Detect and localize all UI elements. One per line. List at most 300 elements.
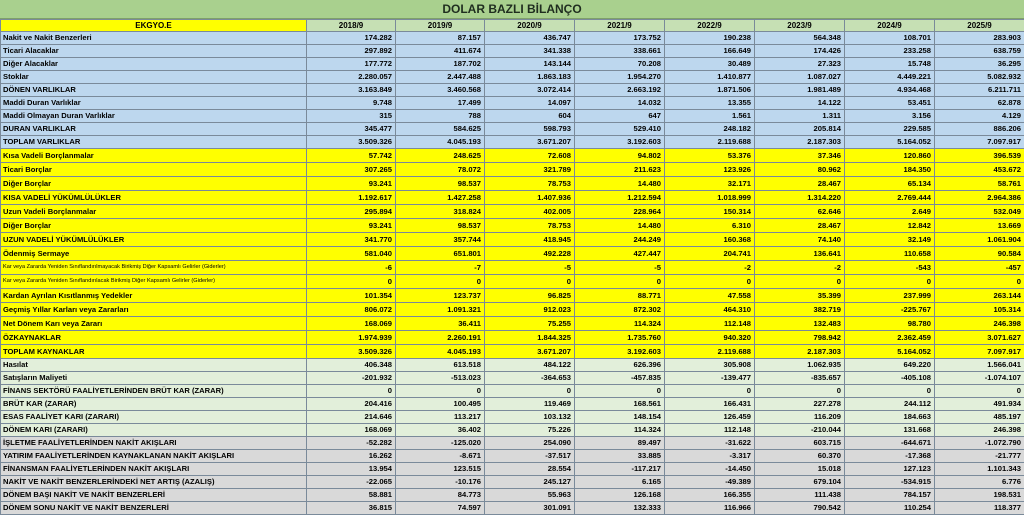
ticker-cell[interactable]: EKGYO.E — [1, 20, 307, 32]
value-cell[interactable]: 491.934 — [935, 398, 1024, 411]
value-cell[interactable]: 123.737 — [396, 289, 485, 303]
value-cell[interactable]: 5.164.052 — [845, 136, 935, 149]
value-cell[interactable]: 6.776 — [935, 476, 1024, 489]
value-cell[interactable]: 2.260.191 — [396, 331, 485, 345]
row-label-cell[interactable]: Diğer Borçlar — [1, 219, 307, 233]
value-cell[interactable]: 912.023 — [485, 303, 575, 317]
value-cell[interactable]: 1.954.270 — [575, 71, 665, 84]
value-cell[interactable]: 74.597 — [396, 502, 485, 515]
value-cell[interactable]: -1.072.790 — [935, 437, 1024, 450]
row-label-cell[interactable]: Kar veya Zararda Yeniden Sınıflandırılacak Birikmiş Diğer Kapsamlı Gelirler (Giderler) — [1, 275, 307, 289]
value-cell[interactable]: 484.122 — [485, 359, 575, 372]
value-cell[interactable]: 406.348 — [307, 359, 396, 372]
year-header[interactable]: 2022/9 — [665, 20, 755, 32]
value-cell[interactable]: -5 — [575, 261, 665, 275]
value-cell[interactable]: 14.480 — [575, 219, 665, 233]
value-cell[interactable]: -5 — [485, 261, 575, 275]
value-cell[interactable]: 173.752 — [575, 32, 665, 45]
year-header[interactable]: 2023/9 — [755, 20, 845, 32]
value-cell[interactable]: 3.163.849 — [307, 84, 396, 97]
value-cell[interactable]: 0 — [665, 275, 755, 289]
value-cell[interactable]: 132.333 — [575, 502, 665, 515]
value-cell[interactable]: 2.649 — [845, 205, 935, 219]
value-cell[interactable]: 98.780 — [845, 317, 935, 331]
value-cell[interactable]: 184.663 — [845, 411, 935, 424]
value-cell[interactable]: 228.964 — [575, 205, 665, 219]
value-cell[interactable]: 126.168 — [575, 489, 665, 502]
value-cell[interactable]: 2.187.303 — [755, 345, 845, 359]
value-cell[interactable]: 123.515 — [396, 463, 485, 476]
value-cell[interactable]: -14.450 — [665, 463, 755, 476]
value-cell[interactable]: 132.483 — [755, 317, 845, 331]
value-cell[interactable]: 402.005 — [485, 205, 575, 219]
value-cell[interactable]: 321.789 — [485, 163, 575, 177]
value-cell[interactable]: 103.132 — [485, 411, 575, 424]
value-cell[interactable]: 1.062.935 — [755, 359, 845, 372]
value-cell[interactable]: 88.771 — [575, 289, 665, 303]
value-cell[interactable]: 4.045.193 — [396, 345, 485, 359]
value-cell[interactable]: 1.311 — [755, 110, 845, 123]
value-cell[interactable]: 53.376 — [665, 149, 755, 163]
value-cell[interactable]: -1.074.107 — [935, 372, 1024, 385]
value-cell[interactable]: 790.542 — [755, 502, 845, 515]
value-cell[interactable]: 886.206 — [935, 123, 1024, 136]
row-label-cell[interactable]: Diğer Alacaklar — [1, 58, 307, 71]
value-cell[interactable]: 647 — [575, 110, 665, 123]
value-cell[interactable]: -201.932 — [307, 372, 396, 385]
value-cell[interactable]: 198.531 — [935, 489, 1024, 502]
value-cell[interactable]: -31.622 — [665, 437, 755, 450]
value-cell[interactable]: 1.061.904 — [935, 233, 1024, 247]
row-label-cell[interactable]: NAKİT VE NAKİT BENZERLERİNDEKİ NET ARTIŞ (AZALIŞ) — [1, 476, 307, 489]
value-cell[interactable]: 0 — [307, 385, 396, 398]
row-label-cell[interactable]: Maddi Olmayan Duran Varlıklar — [1, 110, 307, 123]
value-cell[interactable]: 78.753 — [485, 177, 575, 191]
value-cell[interactable]: 357.744 — [396, 233, 485, 247]
value-cell[interactable]: 36.295 — [935, 58, 1024, 71]
value-cell[interactable]: 190.238 — [665, 32, 755, 45]
value-cell[interactable]: 168.069 — [307, 317, 396, 331]
value-cell[interactable]: -10.176 — [396, 476, 485, 489]
row-label-cell[interactable]: DURAN VARLIKLAR — [1, 123, 307, 136]
value-cell[interactable]: 0 — [845, 275, 935, 289]
value-cell[interactable]: 28.467 — [755, 219, 845, 233]
value-cell[interactable]: -457 — [935, 261, 1024, 275]
row-label-cell[interactable]: DÖNEN VARLIKLAR — [1, 84, 307, 97]
value-cell[interactable]: 105.314 — [935, 303, 1024, 317]
value-cell[interactable]: -2 — [755, 261, 845, 275]
value-cell[interactable]: 4.129 — [935, 110, 1024, 123]
value-cell[interactable]: 307.265 — [307, 163, 396, 177]
value-cell[interactable]: 3.156 — [845, 110, 935, 123]
value-cell[interactable]: 60.370 — [755, 450, 845, 463]
value-cell[interactable]: 3.671.207 — [485, 345, 575, 359]
value-cell[interactable]: 32.171 — [665, 177, 755, 191]
value-cell[interactable]: 57.742 — [307, 149, 396, 163]
value-cell[interactable]: 120.860 — [845, 149, 935, 163]
value-cell[interactable]: 211.623 — [575, 163, 665, 177]
row-label-cell[interactable]: BRÜT KAR (ZARAR) — [1, 398, 307, 411]
value-cell[interactable]: 14.122 — [755, 97, 845, 110]
value-cell[interactable]: -22.065 — [307, 476, 396, 489]
value-cell[interactable]: 613.518 — [396, 359, 485, 372]
value-cell[interactable]: 2.964.386 — [935, 191, 1024, 205]
row-label-cell[interactable]: ESAS FAALİYET KARI (ZARARI) — [1, 411, 307, 424]
value-cell[interactable]: 297.892 — [307, 45, 396, 58]
value-cell[interactable]: 0 — [575, 385, 665, 398]
value-cell[interactable]: -405.108 — [845, 372, 935, 385]
value-cell[interactable]: 160.368 — [665, 233, 755, 247]
value-cell[interactable]: 116.966 — [665, 502, 755, 515]
value-cell[interactable]: 6.310 — [665, 219, 755, 233]
value-cell[interactable]: 13.669 — [935, 219, 1024, 233]
row-label-cell[interactable]: FİNANS SEKTÖRÜ FAALİYETLERİNDEN BRÜT KAR (ZARAR) — [1, 385, 307, 398]
year-header[interactable]: 2018/9 — [307, 20, 396, 32]
row-label-cell[interactable]: Diğer Borçlar — [1, 177, 307, 191]
value-cell[interactable]: 114.324 — [575, 424, 665, 437]
value-cell[interactable]: -513.023 — [396, 372, 485, 385]
value-cell[interactable]: 14.097 — [485, 97, 575, 110]
value-cell[interactable]: 80.962 — [755, 163, 845, 177]
value-cell[interactable]: 0 — [935, 275, 1024, 289]
value-cell[interactable]: 6.165 — [575, 476, 665, 489]
value-cell[interactable]: 143.144 — [485, 58, 575, 71]
value-cell[interactable]: 485.197 — [935, 411, 1024, 424]
value-cell[interactable]: 28.467 — [755, 177, 845, 191]
value-cell[interactable]: 90.584 — [935, 247, 1024, 261]
value-cell[interactable]: 113.217 — [396, 411, 485, 424]
value-cell[interactable]: 4.934.468 — [845, 84, 935, 97]
value-cell[interactable]: 166.355 — [665, 489, 755, 502]
value-cell[interactable]: 581.040 — [307, 247, 396, 261]
value-cell[interactable]: 7.097.917 — [935, 136, 1024, 149]
value-cell[interactable]: 15.748 — [845, 58, 935, 71]
value-cell[interactable]: 98.537 — [396, 177, 485, 191]
value-cell[interactable]: 100.495 — [396, 398, 485, 411]
value-cell[interactable]: 72.608 — [485, 149, 575, 163]
value-cell[interactable]: 53.451 — [845, 97, 935, 110]
value-cell[interactable]: 248.182 — [665, 123, 755, 136]
value-cell[interactable]: 16.262 — [307, 450, 396, 463]
value-cell[interactable]: 131.668 — [845, 424, 935, 437]
value-cell[interactable]: 411.674 — [396, 45, 485, 58]
row-label-cell[interactable]: Net Dönem Karı veya Zararı — [1, 317, 307, 331]
value-cell[interactable]: 123.926 — [665, 163, 755, 177]
value-cell[interactable]: 3.192.603 — [575, 136, 665, 149]
value-cell[interactable]: 70.208 — [575, 58, 665, 71]
value-cell[interactable]: 1.192.617 — [307, 191, 396, 205]
value-cell[interactable]: 32.149 — [845, 233, 935, 247]
value-cell[interactable]: 396.539 — [935, 149, 1024, 163]
value-cell[interactable]: -7 — [396, 261, 485, 275]
value-cell[interactable]: 2.769.444 — [845, 191, 935, 205]
value-cell[interactable]: 127.123 — [845, 463, 935, 476]
value-cell[interactable]: 1.974.939 — [307, 331, 396, 345]
value-cell[interactable]: 110.658 — [845, 247, 935, 261]
value-cell[interactable]: 301.091 — [485, 502, 575, 515]
value-cell[interactable]: 341.338 — [485, 45, 575, 58]
year-header[interactable]: 2021/9 — [575, 20, 665, 32]
value-cell[interactable]: 4.449.221 — [845, 71, 935, 84]
value-cell[interactable]: 315 — [307, 110, 396, 123]
row-label-cell[interactable]: Kar veya Zararda Yeniden Sınıflandırılmayacak Birikmiş Diğer Kapsamlı Gelirler (Giderler) — [1, 261, 307, 275]
value-cell[interactable]: 1.314.220 — [755, 191, 845, 205]
value-cell[interactable]: 14.032 — [575, 97, 665, 110]
value-cell[interactable]: 4.045.193 — [396, 136, 485, 149]
row-label-cell[interactable]: DÖNEM KARI (ZARARI) — [1, 424, 307, 437]
row-label-cell[interactable]: FİNANSMAN FAALİYETLERİNDEN NAKİT AKIŞLARI — [1, 463, 307, 476]
row-label-cell[interactable]: YATIRIM FAALİYETLERİNDEN KAYNAKLANAN NAKİT AKIŞLARI — [1, 450, 307, 463]
value-cell[interactable]: 0 — [396, 385, 485, 398]
value-cell[interactable]: 0 — [755, 385, 845, 398]
value-cell[interactable]: 15.018 — [755, 463, 845, 476]
value-cell[interactable]: 177.772 — [307, 58, 396, 71]
value-cell[interactable]: -210.044 — [755, 424, 845, 437]
value-cell[interactable]: 798.942 — [755, 331, 845, 345]
value-cell[interactable]: 283.903 — [935, 32, 1024, 45]
value-cell[interactable]: 0 — [396, 275, 485, 289]
value-cell[interactable]: 1.863.183 — [485, 71, 575, 84]
row-label-cell[interactable]: İŞLETME FAALİYETLERİNDEN NAKİT AKIŞLARI — [1, 437, 307, 450]
value-cell[interactable]: 3.072.414 — [485, 84, 575, 97]
value-cell[interactable]: 78.753 — [485, 219, 575, 233]
row-label-cell[interactable]: TOPLAM KAYNAKLAR — [1, 345, 307, 359]
value-cell[interactable]: 788 — [396, 110, 485, 123]
value-cell[interactable]: 174.282 — [307, 32, 396, 45]
value-cell[interactable]: -37.517 — [485, 450, 575, 463]
row-label-cell[interactable]: Ödenmiş Sermaye — [1, 247, 307, 261]
value-cell[interactable]: 12.842 — [845, 219, 935, 233]
value-cell[interactable]: 1.735.760 — [575, 331, 665, 345]
value-cell[interactable]: -8.671 — [396, 450, 485, 463]
value-cell[interactable]: 101.354 — [307, 289, 396, 303]
value-cell[interactable]: 246.398 — [935, 317, 1024, 331]
value-cell[interactable]: 638.759 — [935, 45, 1024, 58]
value-cell[interactable]: 62.878 — [935, 97, 1024, 110]
value-cell[interactable]: 3.071.627 — [935, 331, 1024, 345]
value-cell[interactable]: 93.241 — [307, 177, 396, 191]
value-cell[interactable]: 1.427.258 — [396, 191, 485, 205]
value-cell[interactable]: 872.302 — [575, 303, 665, 317]
value-cell[interactable]: 166.431 — [665, 398, 755, 411]
value-cell[interactable]: 649.220 — [845, 359, 935, 372]
value-cell[interactable]: 96.825 — [485, 289, 575, 303]
value-cell[interactable]: -21.777 — [935, 450, 1024, 463]
value-cell[interactable]: 2.119.688 — [665, 345, 755, 359]
value-cell[interactable]: 205.814 — [755, 123, 845, 136]
value-cell[interactable]: -457.835 — [575, 372, 665, 385]
value-cell[interactable]: -364.653 — [485, 372, 575, 385]
value-cell[interactable]: 436.747 — [485, 32, 575, 45]
value-cell[interactable]: 1.087.027 — [755, 71, 845, 84]
value-cell[interactable]: 603.715 — [755, 437, 845, 450]
value-cell[interactable]: 0 — [575, 275, 665, 289]
value-cell[interactable]: 3.509.326 — [307, 345, 396, 359]
value-cell[interactable]: 108.701 — [845, 32, 935, 45]
value-cell[interactable]: 418.945 — [485, 233, 575, 247]
value-cell[interactable]: 341.770 — [307, 233, 396, 247]
value-cell[interactable]: 338.661 — [575, 45, 665, 58]
value-cell[interactable]: 126.459 — [665, 411, 755, 424]
value-cell[interactable]: 0 — [755, 275, 845, 289]
value-cell[interactable]: 174.426 — [755, 45, 845, 58]
value-cell[interactable]: -225.767 — [845, 303, 935, 317]
value-cell[interactable]: 254.090 — [485, 437, 575, 450]
value-cell[interactable]: 1.101.343 — [935, 463, 1024, 476]
value-cell[interactable]: 35.399 — [755, 289, 845, 303]
value-cell[interactable]: 1.844.325 — [485, 331, 575, 345]
row-label-cell[interactable]: Uzun Vadeli Borçlanmalar — [1, 205, 307, 219]
value-cell[interactable]: -52.282 — [307, 437, 396, 450]
value-cell[interactable]: 98.537 — [396, 219, 485, 233]
value-cell[interactable]: 14.480 — [575, 177, 665, 191]
value-cell[interactable]: -125.020 — [396, 437, 485, 450]
value-cell[interactable]: 3.509.326 — [307, 136, 396, 149]
value-cell[interactable]: 295.894 — [307, 205, 396, 219]
value-cell[interactable]: 84.773 — [396, 489, 485, 502]
value-cell[interactable]: 1.018.999 — [665, 191, 755, 205]
row-label-cell[interactable]: Stoklar — [1, 71, 307, 84]
value-cell[interactable]: 0 — [485, 275, 575, 289]
value-cell[interactable]: 150.314 — [665, 205, 755, 219]
value-cell[interactable]: 227.278 — [755, 398, 845, 411]
value-cell[interactable]: 58.881 — [307, 489, 396, 502]
value-cell[interactable]: 110.254 — [845, 502, 935, 515]
value-cell[interactable]: 3.671.207 — [485, 136, 575, 149]
value-cell[interactable]: 1.561 — [665, 110, 755, 123]
value-cell[interactable]: -2 — [665, 261, 755, 275]
value-cell[interactable]: 13.954 — [307, 463, 396, 476]
value-cell[interactable]: 55.963 — [485, 489, 575, 502]
value-cell[interactable]: 0 — [845, 385, 935, 398]
value-cell[interactable]: 17.499 — [396, 97, 485, 110]
row-label-cell[interactable]: Satışların Maliyeti — [1, 372, 307, 385]
value-cell[interactable]: 1.410.877 — [665, 71, 755, 84]
value-cell[interactable]: 168.561 — [575, 398, 665, 411]
value-cell[interactable]: 1.871.506 — [665, 84, 755, 97]
value-cell[interactable]: -139.477 — [665, 372, 755, 385]
value-cell[interactable]: 2.280.057 — [307, 71, 396, 84]
row-label-cell[interactable]: Kardan Ayrılan Kısıtlanmış Yedekler — [1, 289, 307, 303]
row-label-cell[interactable]: DÖNEM BAŞI NAKİT VE NAKİT BENZERLERİ — [1, 489, 307, 502]
value-cell[interactable]: 453.672 — [935, 163, 1024, 177]
value-cell[interactable]: 318.824 — [396, 205, 485, 219]
value-cell[interactable]: 65.134 — [845, 177, 935, 191]
value-cell[interactable]: 7.097.917 — [935, 345, 1024, 359]
value-cell[interactable]: 114.324 — [575, 317, 665, 331]
value-cell[interactable]: 2.187.303 — [755, 136, 845, 149]
value-cell[interactable]: 116.209 — [755, 411, 845, 424]
year-header[interactable]: 2024/9 — [845, 20, 935, 32]
value-cell[interactable]: 93.241 — [307, 219, 396, 233]
value-cell[interactable]: 62.646 — [755, 205, 845, 219]
value-cell[interactable]: 28.554 — [485, 463, 575, 476]
value-cell[interactable]: 529.410 — [575, 123, 665, 136]
value-cell[interactable]: 118.377 — [935, 502, 1024, 515]
value-cell[interactable]: 229.585 — [845, 123, 935, 136]
row-label-cell[interactable]: KISA VADELİ YÜKÜMLÜLÜKLER — [1, 191, 307, 205]
row-label-cell[interactable]: TOPLAM VARLIKLAR — [1, 136, 307, 149]
value-cell[interactable]: 345.477 — [307, 123, 396, 136]
value-cell[interactable]: 0 — [665, 385, 755, 398]
value-cell[interactable]: 204.416 — [307, 398, 396, 411]
value-cell[interactable]: 237.999 — [845, 289, 935, 303]
value-cell[interactable]: 679.104 — [755, 476, 845, 489]
value-cell[interactable]: 382.719 — [755, 303, 845, 317]
value-cell[interactable]: 604 — [485, 110, 575, 123]
value-cell[interactable]: 2.362.459 — [845, 331, 935, 345]
value-cell[interactable]: 246.398 — [935, 424, 1024, 437]
value-cell[interactable]: -534.915 — [845, 476, 935, 489]
row-label-cell[interactable]: Nakit ve Nakit Benzerleri — [1, 32, 307, 45]
value-cell[interactable]: 89.497 — [575, 437, 665, 450]
value-cell[interactable]: 464.310 — [665, 303, 755, 317]
value-cell[interactable]: 2.447.488 — [396, 71, 485, 84]
value-cell[interactable]: 87.157 — [396, 32, 485, 45]
value-cell[interactable]: 3.460.568 — [396, 84, 485, 97]
row-label-cell[interactable]: ÖZKAYNAKLAR — [1, 331, 307, 345]
value-cell[interactable]: 94.802 — [575, 149, 665, 163]
value-cell[interactable]: 112.148 — [665, 317, 755, 331]
value-cell[interactable]: 492.228 — [485, 247, 575, 261]
value-cell[interactable]: 233.258 — [845, 45, 935, 58]
value-cell[interactable]: 58.761 — [935, 177, 1024, 191]
value-cell[interactable]: 184.350 — [845, 163, 935, 177]
row-label-cell[interactable]: Geçmiş Yıllar Karları veya Zararları — [1, 303, 307, 317]
value-cell[interactable]: 0 — [307, 275, 396, 289]
value-cell[interactable]: 626.396 — [575, 359, 665, 372]
value-cell[interactable]: 1.091.321 — [396, 303, 485, 317]
value-cell[interactable]: 244.112 — [845, 398, 935, 411]
value-cell[interactable]: 1.981.489 — [755, 84, 845, 97]
value-cell[interactable]: 806.072 — [307, 303, 396, 317]
value-cell[interactable]: 598.793 — [485, 123, 575, 136]
value-cell[interactable]: 75.255 — [485, 317, 575, 331]
value-cell[interactable]: -117.217 — [575, 463, 665, 476]
value-cell[interactable]: 244.249 — [575, 233, 665, 247]
value-cell[interactable]: 263.144 — [935, 289, 1024, 303]
value-cell[interactable]: 1.212.594 — [575, 191, 665, 205]
value-cell[interactable]: 214.646 — [307, 411, 396, 424]
value-cell[interactable]: 36.411 — [396, 317, 485, 331]
value-cell[interactable]: 584.625 — [396, 123, 485, 136]
value-cell[interactable]: 1.566.041 — [935, 359, 1024, 372]
row-label-cell[interactable]: Ticari Borçlar — [1, 163, 307, 177]
value-cell[interactable]: 30.489 — [665, 58, 755, 71]
value-cell[interactable]: 27.323 — [755, 58, 845, 71]
row-label-cell[interactable]: Hasılat — [1, 359, 307, 372]
row-label-cell[interactable]: Kısa Vadeli Borçlanmalar — [1, 149, 307, 163]
value-cell[interactable]: 564.348 — [755, 32, 845, 45]
value-cell[interactable]: -543 — [845, 261, 935, 275]
row-label-cell[interactable]: UZUN VADELİ YÜKÜMLÜLÜKLER — [1, 233, 307, 247]
year-header[interactable]: 2019/9 — [396, 20, 485, 32]
value-cell[interactable]: 2.119.688 — [665, 136, 755, 149]
value-cell[interactable]: 187.702 — [396, 58, 485, 71]
value-cell[interactable]: 1.407.936 — [485, 191, 575, 205]
value-cell[interactable]: 651.801 — [396, 247, 485, 261]
value-cell[interactable]: 6.211.711 — [935, 84, 1024, 97]
value-cell[interactable]: 75.226 — [485, 424, 575, 437]
value-cell[interactable]: 78.072 — [396, 163, 485, 177]
value-cell[interactable]: 166.649 — [665, 45, 755, 58]
value-cell[interactable]: 168.069 — [307, 424, 396, 437]
year-header[interactable]: 2020/9 — [485, 20, 575, 32]
value-cell[interactable]: 940.320 — [665, 331, 755, 345]
value-cell[interactable]: -6 — [307, 261, 396, 275]
value-cell[interactable]: 119.469 — [485, 398, 575, 411]
value-cell[interactable]: 248.625 — [396, 149, 485, 163]
